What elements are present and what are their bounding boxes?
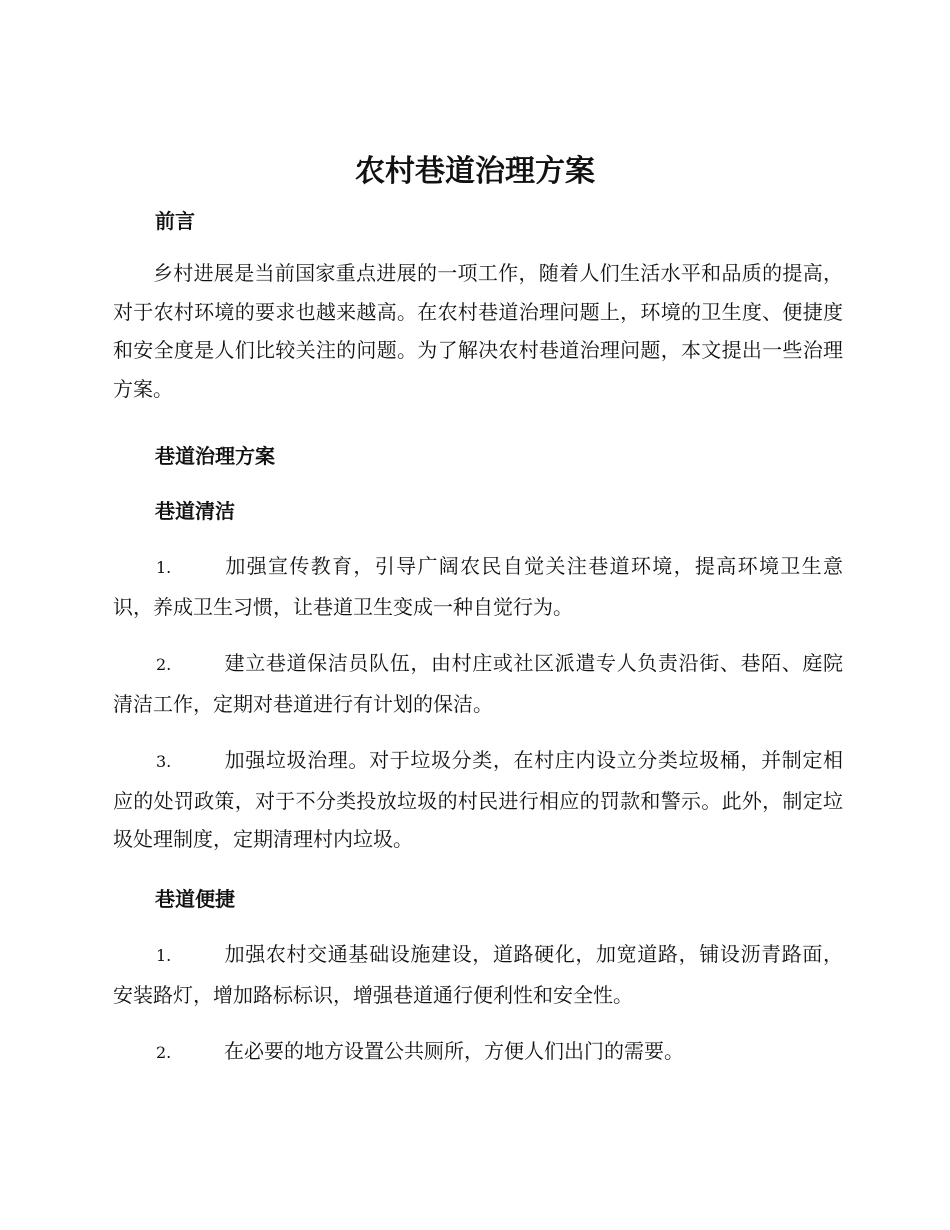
list-item-text: 加强垃圾治理。对于垃圾分类，在村庄内设立分类垃圾桶，并制定相应的处罚政策，对于不分类投放垃圾的村民进行相应的罚款和警示。此外，制定垃圾处理制度，定期清理村内垃圾。 <box>113 748 843 851</box>
list-item <box>113 644 843 723</box>
list-item <box>113 1032 843 1073</box>
subsection-heading-cleaning: 巷道清洁 <box>155 499 235 523</box>
list-item-text: 在必要的地方设置公共厕所，方便人们出门的需要。 <box>224 1039 684 1063</box>
document-title: 农村巷道治理方案 <box>355 154 595 189</box>
list-item-text: 建立巷道保洁员队伍，由村庄或社区派遣专人负责沿街、巷陌、庭院清洁工作，定期对巷道进行有计划的保洁。 <box>113 651 843 716</box>
list-item <box>113 935 843 1014</box>
subsection-heading-convenience: 巷道便捷 <box>155 887 235 911</box>
list-item-number: 2. <box>156 655 172 674</box>
section-heading-plan: 巷道治理方案 <box>155 444 275 468</box>
list-item <box>113 741 843 859</box>
section-heading-preface: 前言 <box>155 209 195 233</box>
list-item-number: 3. <box>156 752 172 771</box>
list-item <box>113 547 843 626</box>
list-item-number: 1. <box>156 558 172 577</box>
list-item-number: 2. <box>156 1043 172 1062</box>
preface-paragraph: 乡村进展是当前国家重点进展的一项工作，随着人们生活水平和品质的提高，对于农村环境的要求也越来越高。在农村巷道治理问题上，环境的卫生度、便捷度和安全度是人们比较关注的问题。为了解决农村巷道治理问题，本文提出一些治理方案。 <box>113 261 843 401</box>
list-item-number: 1. <box>156 946 172 965</box>
list-item-text: 加强宣传教育，引导广阔农民自觉关注巷道环境，提高环境卫生意识，养成卫生习惯，让巷道卫生变成一种自觉行为。 <box>113 554 843 619</box>
list-item-text: 加强农村交通基础设施建设，道路硬化，加宽道路，铺设沥青路面，安装路灯，增加路标标识，增强巷道通行便利性和安全性。 <box>113 942 843 1007</box>
